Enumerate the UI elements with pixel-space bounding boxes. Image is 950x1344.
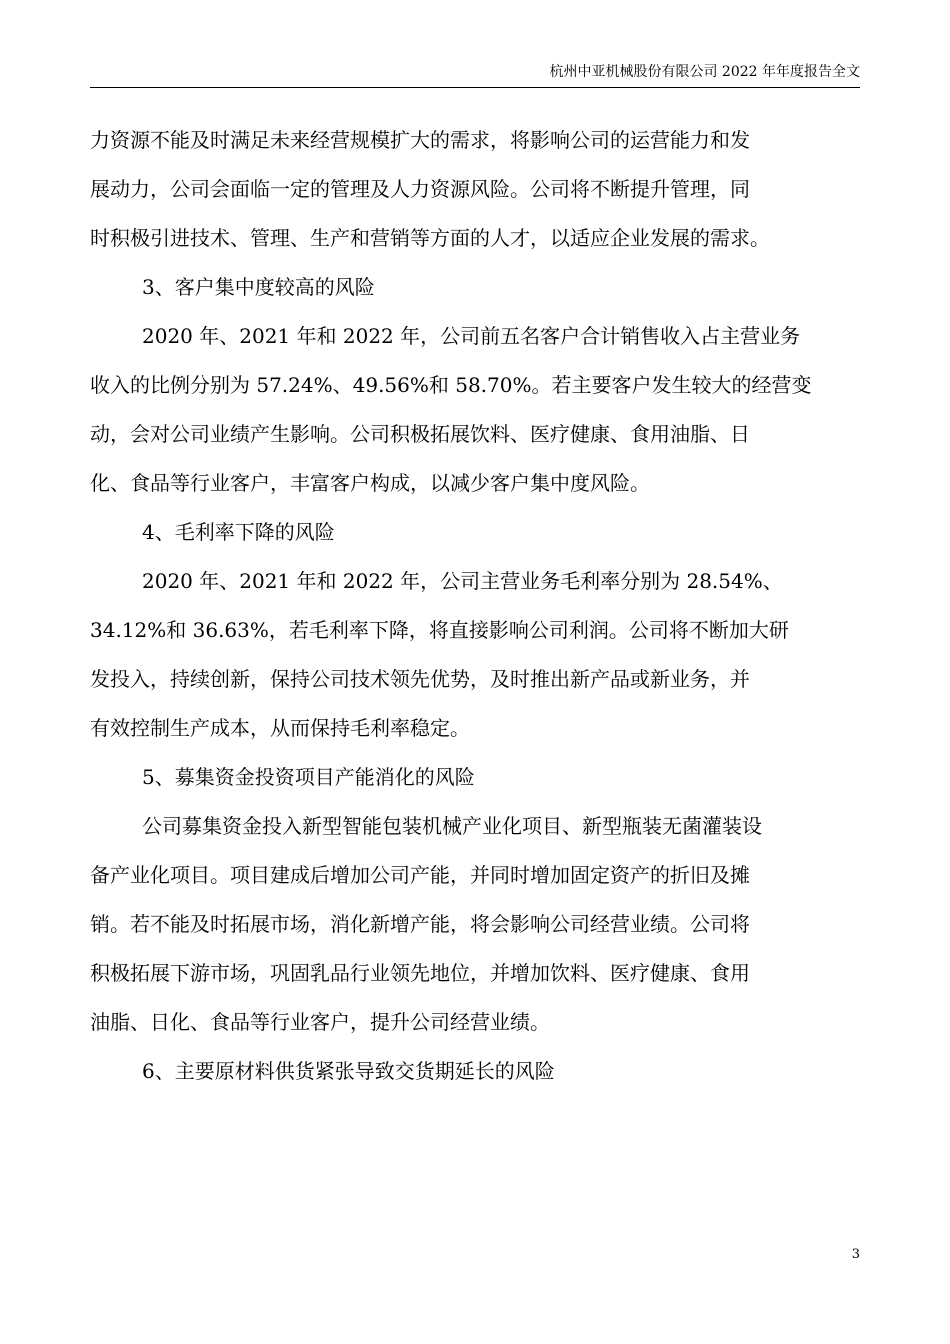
text-line: 销。若不能及时拓展市场，消化新增产能，将会影响公司经营业绩。公司将	[90, 912, 750, 936]
paragraph-capacity-absorption	[90, 802, 860, 1047]
section-heading-3: 3、客户集中度较高的风险	[142, 275, 375, 299]
text-line: 动，会对公司业绩产生影响。公司积极拓展饮料、医疗健康、食用油脂、日	[90, 422, 750, 446]
text-line: 公司募集资金投入新型智能包装机械产业化项目、新型瓶装无菌灌装设	[142, 814, 762, 838]
text-line: 展动力，公司会面临一定的管理及人力资源风险。公司将不断提升管理，同	[90, 177, 750, 201]
text-line: 油脂、日化、食品等行业客户，提升公司经营业绩。	[90, 1010, 550, 1034]
section-heading-5: 5、募集资金投资项目产能消化的风险	[142, 765, 475, 789]
paragraph-customer-concentration	[90, 312, 860, 508]
text-line: 发投入，持续创新，保持公司技术领先优势，及时推出新产品或新业务，并	[90, 667, 750, 691]
text-line: 2020 年、2021 年和 2022 年，公司前五名客户合计销售收入占主营业务	[142, 324, 801, 348]
text-line: 力资源不能及时满足未来经营规模扩大的需求，将影响公司的运营能力和发	[90, 128, 750, 152]
text-line: 2020 年、2021 年和 2022 年，公司主营业务毛利率分别为 28.54%、	[142, 569, 783, 593]
section-heading-4: 4、毛利率下降的风险	[142, 520, 335, 544]
running-header: 杭州中亚机械股份有限公司 2022 年年度报告全文	[549, 64, 860, 80]
text-line: 时积极引进技术、管理、生产和营销等方面的人才，以适应企业发展的需求。	[90, 226, 770, 250]
text-line: 化、食品等行业客户，丰富客户构成，以减少客户集中度风险。	[90, 471, 650, 495]
header-divider	[90, 87, 860, 88]
text-line: 收入的比例分别为 57.24%、49.56%和 58.70%。若主要客户发生较大的经营变	[90, 373, 812, 397]
document-body	[90, 116, 860, 1096]
page-number: 3	[851, 1247, 860, 1262]
text-line: 备产业化项目。项目建成后增加公司产能，并同时增加固定资产的折旧及摊	[90, 863, 750, 887]
paragraph-gross-margin	[90, 557, 860, 753]
text-line: 有效控制生产成本，从而保持毛利率稳定。	[90, 716, 470, 740]
paragraph-hr-risk-continued	[90, 116, 860, 263]
text-line: 积极拓展下游市场，巩固乳品行业领先地位，并增加饮料、医疗健康、食用	[90, 961, 750, 985]
text-line: 34.12%和 36.63%，若毛利率下降，将直接影响公司利润。公司将不断加大研	[90, 618, 789, 642]
section-heading-6: 6、主要原材料供货紧张导致交货期延长的风险	[142, 1059, 555, 1083]
